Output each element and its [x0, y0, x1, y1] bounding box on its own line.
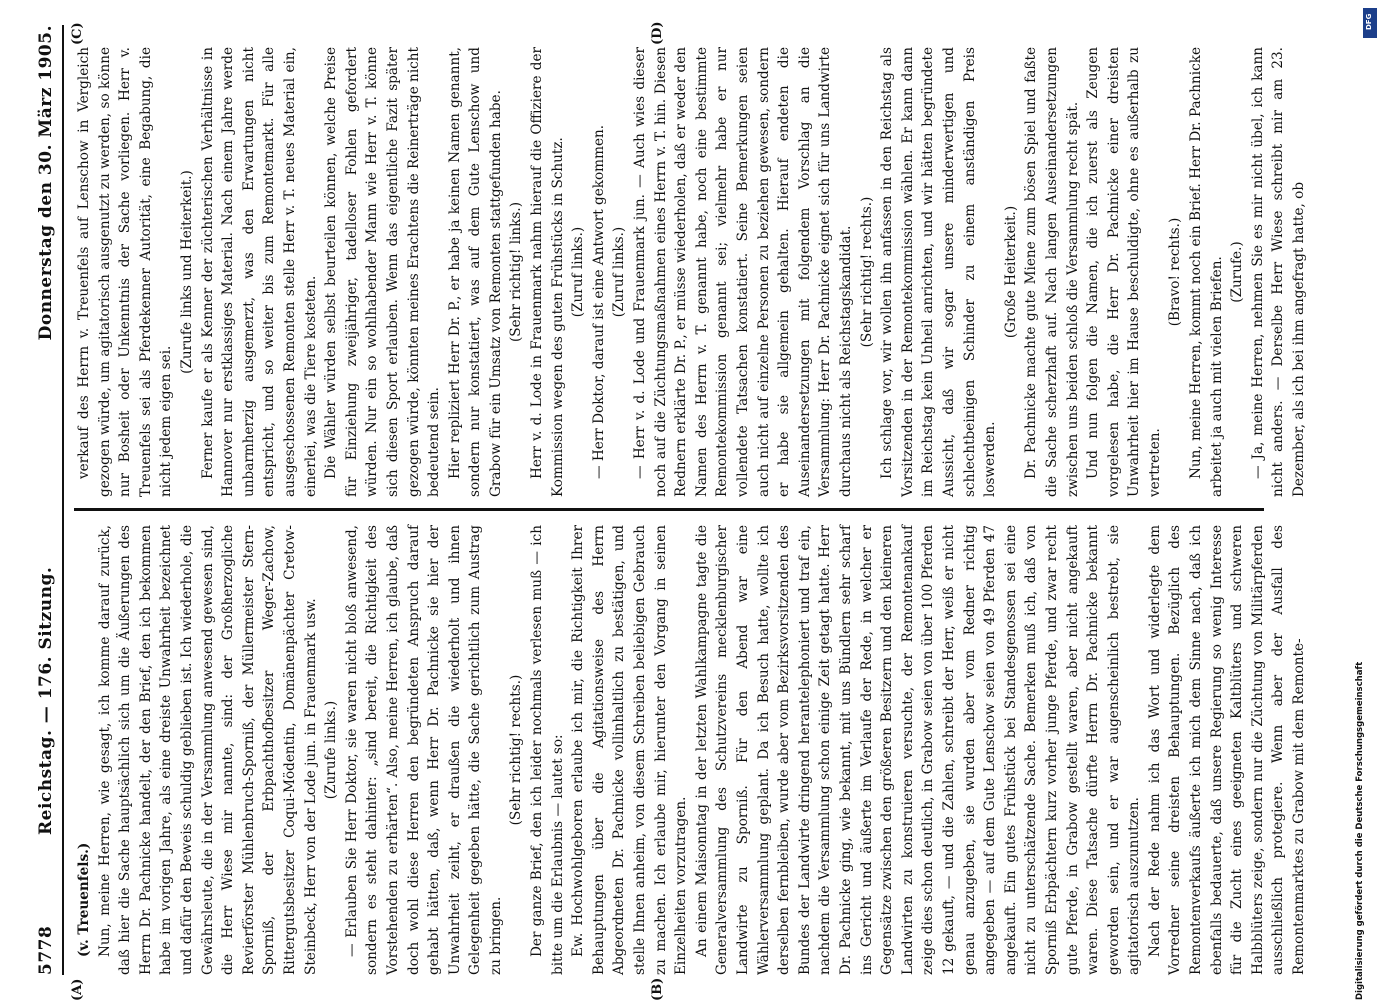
margin-marker-b: (B)	[650, 977, 665, 1001]
paragraph: Nun, meine Herren, kommt noch ein Brief. Herr Dr. Pachnicke arbeitet ja auch mit vielen Briefen.	[1188, 47, 1225, 497]
interjection: (Sehr richtig! rechts.)	[508, 674, 525, 826]
paragraph: — Herr v. d. Lode und Frauenmark jun. — Auch wies dieser noch auf die Züchtungsmaßnahmen eines Herrn v. T. hin. Diesen Rednern erklärte Dr. P., er müsse wiederholen, daß er weder den Namen des Herrn v. T. genannt habe, noch eine bestimmte Remontekommission genannt sei; vielmehr habe er nur vollendete Tatsachen konstatiert. Seine Bemerkungen seien auch nicht auf einzelne Personen zu beziehen gewesen, sondern er habe sie allgemein gehalten. Hierauf endeten die Auseinandersetzungen mit folgendem Vorschlag an die Versammlung: Herr Dr. Pachnicke eignet sich für uns Landwirte durchaus nicht als Reichstagskandidat.	[632, 47, 854, 497]
margin-marker-a: (A)	[70, 978, 85, 1001]
paragraph: Der ganze Brief, den ich leider nochmals verlesen muß — ich bitte um die Erlaubnis — lautet so:	[529, 525, 566, 975]
interjection: (Zurufe.)	[1229, 241, 1246, 303]
interjection: (Zuruf links.)	[570, 226, 587, 318]
paragraph: Dr. Pachnicke machte gute Miene zum bösen Spiel und faßte die Sache scherzhaft auf. Nach langen Auseinandersetzungen zwischen uns beiden schloß die Versammlung recht spät.	[1023, 47, 1081, 497]
session-date: Donnerstag den 30. März 1905.	[36, 25, 56, 341]
running-header	[30, 25, 64, 975]
dfg-logo	[1363, 8, 1377, 38]
margin-marker-c: (C)	[70, 22, 85, 45]
session-title: Reichstag. — 176. Sitzung.	[36, 566, 56, 835]
column-divider	[74, 508, 1264, 511]
paragraph: Die Wähler würden selbst beurteilen können, welche Preise für Einziehung zweijähriger, tadelloser Fohlen gefordert würden. Nur ein so wohlhabender Mann wie Herr v. T. könne sich diesen Sport erlauben. Wenn das eigentliche Fazit später gezogen würde, könnten meines Erachtens die Reinerträge nicht bedeutend sein.	[323, 47, 443, 497]
interjection: (Zurufe links und Heiterkeit.)	[178, 170, 195, 374]
speaker-label: (v. Treuenfels.)	[76, 842, 92, 957]
interjection: (Zuruf links.)	[611, 226, 628, 318]
paragraph: An einem Maisonntag in der letzten Wahlkampagne tagte die Generalversammlung des Schutzvereins mecklenburgischer Landwirte zu Sporniß. Für den Abend war eine Wählerversammlung geplant. Da ich Besuch hatte, wollte ich derselben fernbleiben, wurde aber vom Bezirksvorsitzenden des Bundes der Landwirte dringend herantelephoniert und traf ein, nachdem die Versammlung schon einige Zeit getagt hatte. Herr Dr. Pachnicke ging, wie bekannt, mit uns Bündlern sehr scharf ins Gericht und äußerte im Verlaufe der Rede, in welcher er Gegensätze zwischen den größeren Besitzern und den kleineren Landwirten zu konstruieren versuchte, der Remontenankauf zeige dies schon deutlich, in Grabow seien von über 100 Pferden 12 gekauft, — und die Zahlen, schreibt der Herr, weiß er nicht genau anzugeben, sie wurden aber vom Redner richtig angegeben — auf dem Gute Lenschow seien von 49 Pferden 47 angekauft. Ein gutes Frühstück bei Standesgenossen sei eine nicht zu unterschätzende Sache. Bemerken muß ich, daß von Sporniß Erbpächtern kurz vorher junge Pferde, und zwar recht gute Pferde, in Grabow gestellt waren, aber nicht angekauft waren. Diese Tatsache dürfte Herrn Dr. Pachnicke bekannt geworden sein, und er war augenscheinlich bestrebt, sie agitatorisch auszunutzen.	[693, 525, 1143, 975]
paragraph: Und nun folgen die Namen, die ich zuerst als Zeugen vorgelesen habe, die Herr Dr. Pachnicke einer dreisten Unwahrheit hier im Hause beschuldigte, ohne es außerhalb zu vertreten.	[1085, 47, 1163, 497]
paragraph: — Ja, meine Herren, nehmen Sie es mir nicht übel, ich kann nicht anders. — Derselbe Herr Wiese schreibt mir am 23. Dezember, als ich bei ihm angefragt hatte, ob	[1249, 47, 1308, 497]
left-column	[74, 525, 1308, 975]
interjection: (Große Heiterkeit.)	[1002, 205, 1019, 339]
paragraph: Ich schlage vor, wir wollen ihn anfassen in den Reichstag als Vorsitzenden in der Remontekommission wählen. Er kann dann im Reichstag kein Unheil anrichten, und wir hätten begründete Aussicht, daß wir sogar unsere minderwertigen und schlechtbeinigen Schinder zu einem anständigen Preis loswerden.	[879, 47, 999, 497]
credit-text: Digitalisierung gefördert durch die Deutsche Forschungsgemeinschaft	[1355, 661, 1365, 1000]
rotated-page-content	[30, 21, 1330, 1001]
paragraph: Nach der Rede nahm ich das Wort und widerlegte dem Vorredner seine dreisten Behauptungen. Bezüglich des Remontenverkaufs äußerte ich mich dem Sinne nach, daß ich ebenfalls bedauerte, daß unsere Regierung so wenig Interesse für die Zucht eines geeigneten Kaltblüters und schweren Halbblüters zeige, sondern nur die Züchtung von Militärpferden ausschließlich protegiere. Wenn aber der Ausfall des Remontenmarktes zu Grabow mit dem Remonte-	[1146, 525, 1308, 975]
right-column	[74, 47, 1308, 497]
paragraph: Herr v. d. Lode in Frauenmark nahm hierauf die Offiziere der Kommission wegen des guten Frühstücks in Schutz.	[529, 47, 566, 497]
interjection: (Sehr richtig! rechts.)	[858, 196, 875, 348]
margin-marker-d: (D)	[650, 21, 665, 45]
paragraph: verkauf des Herrn v. Treuenfels auf Lenschow in Vergleich gezogen würde, um agitatorisch ausgenutzt zu werden, so könne nur Bosheit oder Unkenntnis der Sache vorliegen. Herr v. Treuenfels sei als Pferdekenner Autorität, eine Begabung, die nicht jedem eigen sei.	[76, 47, 175, 497]
paragraph: Hier repliziert Herr Dr. P., er habe ja keinen Namen genannt, sondern nur konstatiert, was auf dem Gute Lenschow und Grabow für ein Umsatz von Remonten stattgefunden habe.	[446, 47, 504, 497]
paragraph: Ferner kaufe er als Kenner der züchterischen Verhältnisse in Hannover nur erstklassiges Material. Nach einem Jahre werde unbarmherzig ausgemerzt, was den Erwartungen nicht entspricht, und so weiter bis zum Remontemarkt. Für alle ausgeschossenen Remonten stelle Herr v. T. neues Material ein, einerlei, was die Tiere kosteten.	[199, 47, 319, 497]
paragraph: — Herr Doktor, darauf ist eine Antwort gekommen.	[590, 124, 607, 479]
interjection: (Sehr richtig! links.)	[508, 201, 525, 343]
page-number: 5778	[36, 925, 56, 975]
interjection: (Zurufe links.)	[323, 700, 340, 800]
dfg-logo-text: DFG	[1365, 13, 1373, 30]
paragraph: Ew. Hochwohlgeboren erlaube ich mir, die Richtigkeit Ihrer Behauptungen über die Agitationsweise des Herrn Abgeordneten Dr. Pachnicke vollinhaltlich zu bestätigen, und stelle Ihnen anheim, von diesem Schreiben beliebigen Gebrauch zu machen. Ich erlaube mir, hierunter den Vorgang in seinen Einzelheiten vorzutragen.	[570, 525, 690, 975]
interjection: (Bravo! rechts.)	[1167, 217, 1184, 327]
digitization-credit	[1355, 10, 1379, 1000]
header-rule	[62, 25, 64, 975]
paragraph: Nun, meine Herren, wie gesagt, ich komme darauf zurück, daß hier die Sache hauptsächlich sich um die Äußerungen des Herrn Dr. Pachnicke handelt, der den Brief, den ich bekommen habe im vorigen Jahre, als eine dreiste Unwahrheit bezeichnet und dafür den Beweis schuldig geblieben ist. Ich wiederhole, die Gewährsleute, die in der Versammlung anwesend gewesen sind, die Herr Wiese mir nannte, sind: der Großherzogliche Revierförster Mühlenbruch-Sporniß, der Müllermeister Stern-Sporniß, der Erbpachthofbesitzer Weger-Zachow, Rittergutsbesitzer Coqui-Mödentin, Domänenpächter Cretow-Steinbeck, Herr von der Lode jun. in Frauenmark usw.	[96, 525, 319, 975]
paragraph: — Erlauben Sie Herr Doktor, sie waren nicht bloß anwesend, sondern es steht dahinter: „sind bereit, die Richtigkeit des Vorstehenden zu erhärten“. Also, meine Herren, ich glaube, daß doch wohl diese Herren den begründeten Anspruch darauf gehabt hätten, daß, wenn Herr Dr. Pachnicke sie hier der Unwahrheit zeiht, er draußen die wiederholt und ihnen Gelegenheit gegeben hätte, die Sache gerichtlich zum Austrag zu bringen.	[343, 525, 504, 975]
